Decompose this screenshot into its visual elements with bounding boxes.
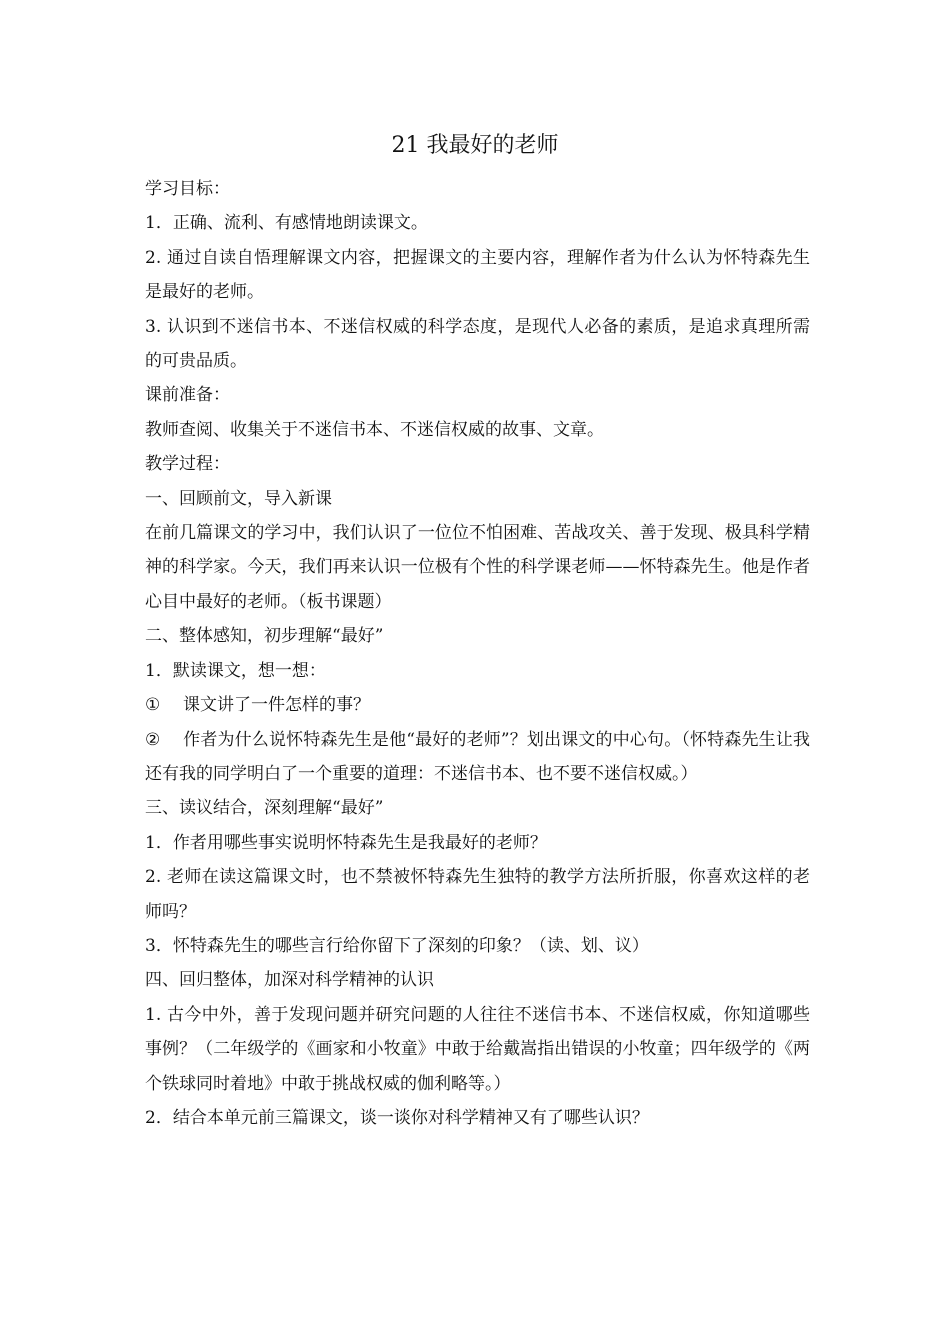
document-body [145, 172, 810, 1135]
step-4-item-2: 2．结合本单元前三篇课文，谈一谈你对科学精神又有了哪些认识？ [145, 1107, 649, 1128]
circled-number-1: ① [145, 695, 161, 716]
step-2-item-1: 1．默读课文，想一想： [145, 660, 326, 681]
section-heading-preparation: 课前准备： [145, 385, 230, 406]
step-1-heading: 一、回顾前文，导入新课 [145, 488, 332, 509]
step-2-subitem-1 [145, 688, 810, 722]
step-3-item-1: 1．作者用哪些事实说明怀特森先生是我最好的老师？ [145, 832, 547, 853]
step-3-heading: 三、读议结合，深刻理解“最好” [145, 798, 384, 819]
step-4-heading: 四、回归整体，加深对科学精神的认识 [145, 970, 434, 991]
subitem-1-text: 课文讲了一件怎样的事？ [183, 695, 370, 716]
step-3-item-2: 2. 老师在读这篇课文时，也不禁被怀特森先生独特的教学方法所折服，你喜欢这样的老师吗？ [145, 867, 810, 922]
section-heading-objectives: 学习目标： [145, 179, 230, 199]
subitem-2-text: 作者为什么说怀特森先生是他“最好的老师”？划出课文的中心句。（怀特森先生让我还有我的同学明白了一个重要的道理：不迷信书本、也不要不迷信权威。） [145, 729, 810, 784]
objective-3: 3. 认识到不迷信书本、不迷信权威的科学态度，是现代人必备的素质，是追求真理所需的可贵品质。 [145, 316, 810, 372]
objective-1: 1．正确、流利、有感情地朗读课文。 [145, 213, 428, 234]
objective-2: 2. 通过自读自悟理解课文内容，把握课文的主要内容，理解作者为什么认为怀特森先生是最好的老师。 [145, 247, 810, 303]
circled-number-2: ② [145, 729, 161, 750]
page-title: 21 我最好的老师 [391, 133, 559, 158]
step-1-text: 在前几篇课文的学习中，我们认识了一位位不怕困难、苦战攻关、善于发现、极具科学精神的科学家。今天，我们再来认识一位极有个性的科学课老师——怀特森先生。他是作者心目中最好的老师。（板书课题） [145, 523, 810, 612]
preparation-text: 教师查阅、收集关于不迷信书本、不迷信权威的故事、文章。 [145, 419, 604, 440]
step-3-item-3: 3．怀特森先生的哪些言行给你留下了深刻的印象？（读、划、议） [145, 935, 649, 956]
step-4-item-1: 1. 古今中外，善于发现问题并研究问题的人往往不迷信书本、不迷信权威，你知道哪些事例？（二年级学的《画家和小牧童》中敢于给戴嵩指出错误的小牧童；四年级学的《两个铁球同时着地》中敢于挑战权威的伽利略等。） [145, 1004, 810, 1094]
section-heading-process: 教学过程： [145, 454, 230, 475]
step-2-subitem-2 [145, 723, 810, 792]
step-2-heading: 二、整体感知，初步理解“最好” [145, 626, 384, 647]
